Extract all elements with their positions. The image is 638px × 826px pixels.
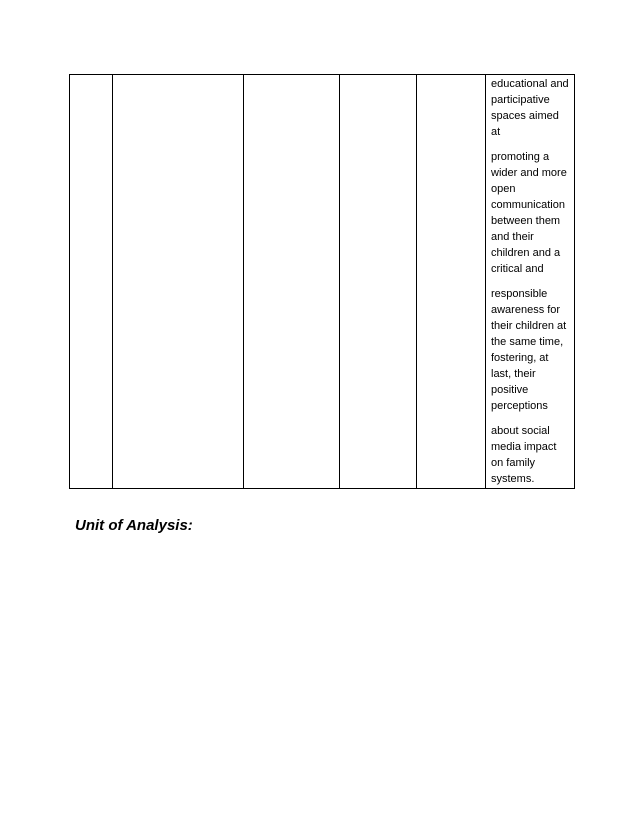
table-cell-col-6 [486,75,575,489]
table-cell-col-4 [340,75,417,489]
cell-paragraph-1: educational and participative spaces aimed at [491,78,569,138]
continuation-table [69,74,575,489]
cell-text-block [486,75,574,487]
cell-paragraph-3: responsible awareness for their children at the same time, fostering, at last, their positive perceptions [491,288,567,412]
cell-paragraph-2: promoting a wider and more open communication between them and their children and a critical and [491,151,567,275]
cell-paragraph-4: about social media impact on family systems. [491,425,557,485]
table-cell-col-3 [244,75,340,489]
table-cell-col-5 [417,75,486,489]
section-heading: Unit of Analysis: [75,517,193,534]
table-cell-col-2 [113,75,244,489]
table-cell-col-1 [70,75,113,489]
table-row [70,75,575,489]
